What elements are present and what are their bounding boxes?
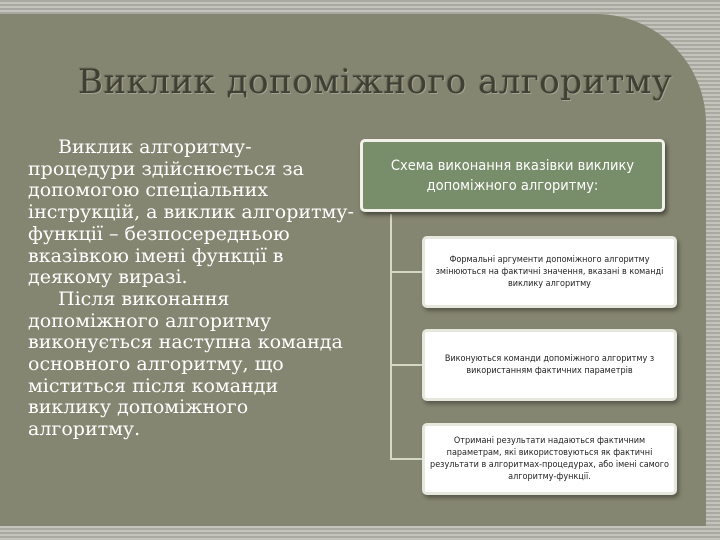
diagram-header-text: Схема виконання вказівки виклику допоміжного алгоритму: bbox=[390, 157, 635, 194]
diagram-step-box-1 bbox=[422, 236, 677, 308]
diagram-step-box-2 bbox=[422, 329, 677, 401]
diagram-step-box-3 bbox=[422, 423, 677, 495]
diagram-connector-step-3 bbox=[390, 458, 422, 460]
paragraph-after-execution: Після виконання допоміжного алгоритму виконується наступна команда основного алгоритму, що міститься після команди виклику допоміжного алгоритму. bbox=[28, 287, 343, 441]
slide-title: Виклик допоміжного алгоритму bbox=[78, 62, 673, 102]
slide-body-text bbox=[28, 137, 358, 441]
diagram-step-text-2: Виконуються команди допоміжного алгоритму з використанням фактичних параметрів bbox=[444, 354, 655, 376]
paragraph-procedure-call: Виклик алгоритму-процедури здійснюється за допомогою спеціальних інструкцій, а виклик алгоритму-функції – безпосередньою вказівкою імені функції в деякому виразі. bbox=[28, 136, 354, 289]
diagram-header-box bbox=[360, 139, 665, 212]
diagram-connector-step-2 bbox=[390, 364, 422, 366]
diagram-step-text-1: Формальні аргументи допоміжного алгоритму змінюються на фактичні значення, вказані в команді виклику алгоритму bbox=[435, 255, 664, 289]
diagram-connector-step-1 bbox=[390, 271, 422, 273]
diagram-step-text-3: Отримані результати надаються фактичним параметрам, які використовуються як фактичні результати в алгоритмах-процедурах, або імені самого алгоритму-функції. bbox=[430, 436, 669, 482]
diagram-vertical-connector bbox=[390, 214, 392, 459]
